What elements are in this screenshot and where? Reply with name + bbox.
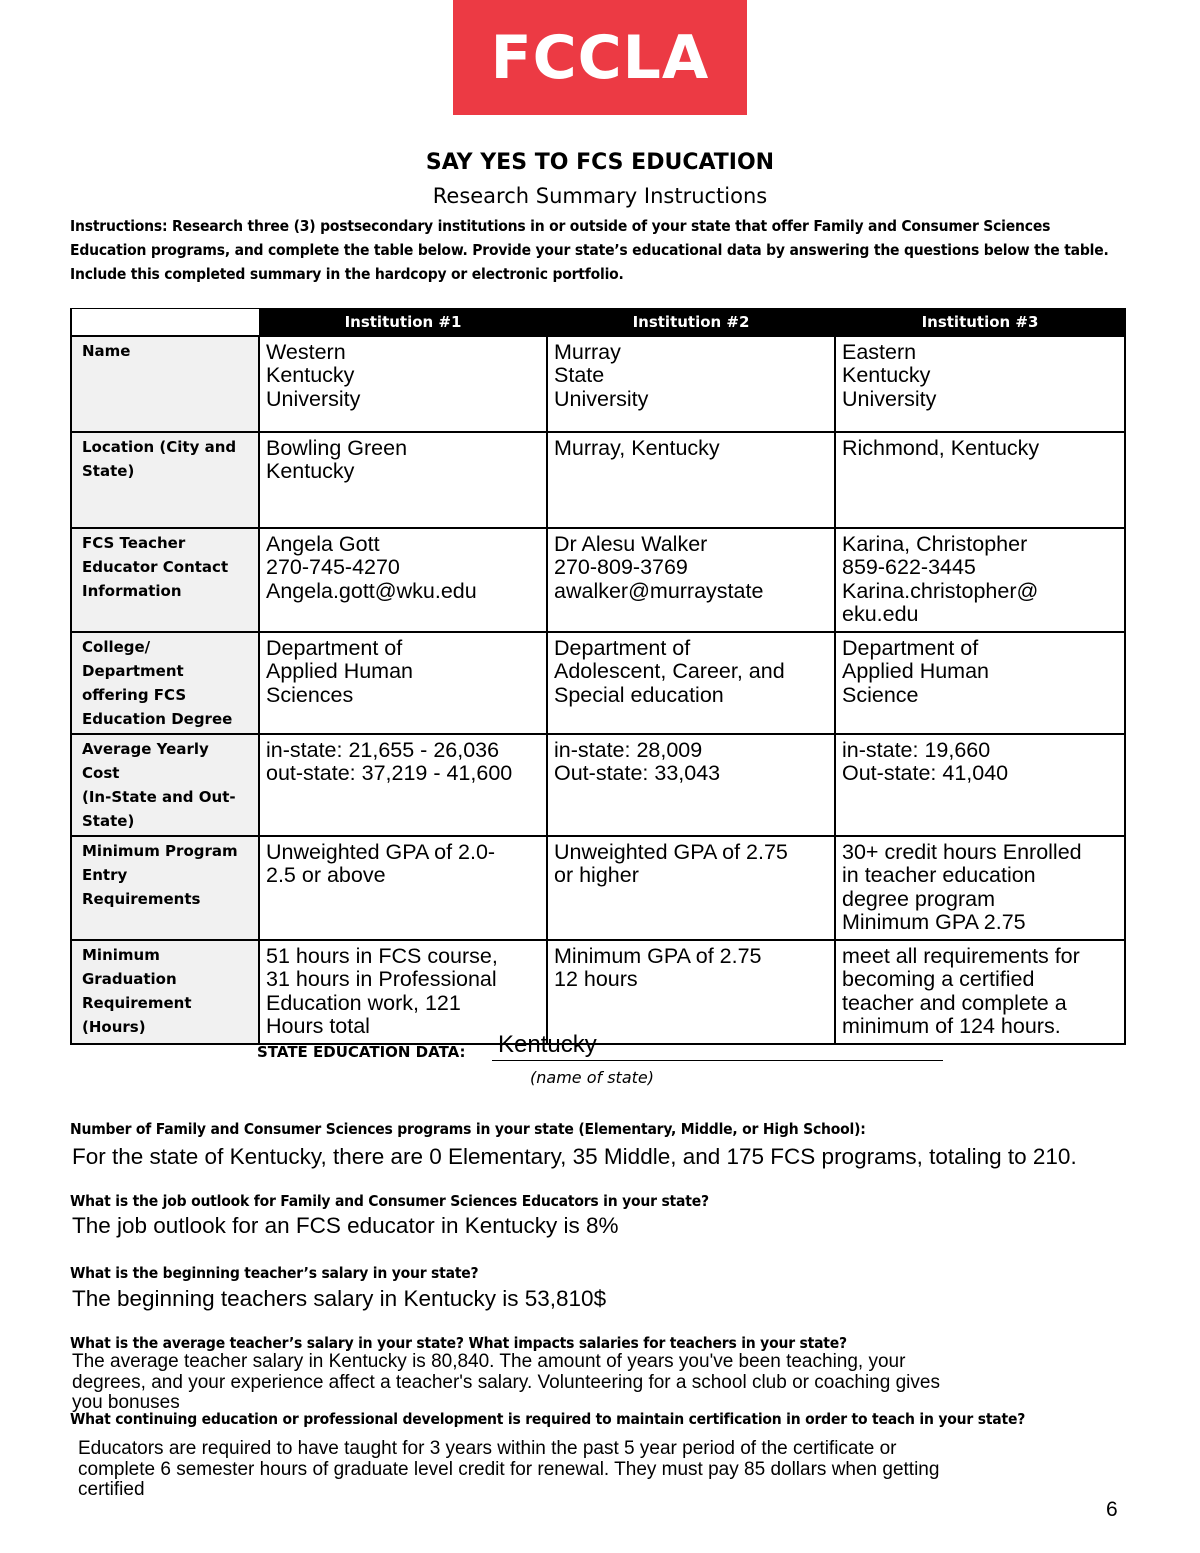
- cell-institution-3[interactable]: [835, 836, 1125, 940]
- answer-line: you bonuses: [72, 1392, 180, 1413]
- row-label-line: Information: [82, 581, 182, 600]
- cell-institution-3[interactable]: [835, 528, 1125, 632]
- cell-line: or higher: [554, 863, 639, 887]
- row-label-line: offering FCS: [82, 685, 187, 704]
- cell-line: Kentucky: [266, 459, 355, 483]
- logo-text: FCCLA: [490, 22, 710, 93]
- table-row-entry-requirements: [71, 836, 1125, 940]
- answer-continuing-education[interactable]: [78, 1439, 1038, 1501]
- cell-institution-3[interactable]: [835, 940, 1125, 1044]
- row-label-line: Graduation: [82, 969, 177, 988]
- question-average-salary: What is the average teacher’s salary in your state? What impacts salaries for teachers in your state?: [70, 1334, 847, 1352]
- cell-line: 2.5 or above: [266, 863, 386, 887]
- table-row-location: [71, 432, 1125, 528]
- cell-line: Applied Human: [266, 659, 414, 683]
- row-label-line: Minimum Program: [82, 841, 238, 860]
- row-label: [71, 528, 259, 632]
- cell-institution-2[interactable]: [547, 940, 835, 1044]
- cell-institution-3[interactable]: [835, 336, 1125, 432]
- cell-line: 270-745-4270: [266, 555, 400, 579]
- cell-line: Out-state: 33,043: [554, 761, 721, 785]
- page-subtitle: Research Summary Instructions: [432, 184, 768, 208]
- table-row-name: [71, 336, 1125, 432]
- page-title: SAY YES TO FCS EDUCATION: [425, 150, 775, 175]
- answer-line: The job outlook for an FCS educator in Kentucky is 8%: [72, 1213, 619, 1238]
- cell-line: out-state: 37,219 - 41,600: [266, 761, 513, 785]
- cell-line: Unweighted GPA of 2.75: [554, 839, 788, 864]
- cell-line: Dr Alesu Walker: [554, 531, 708, 556]
- row-label: [71, 336, 259, 432]
- row-label: [71, 632, 259, 734]
- cell-line: meet all requirements for: [842, 943, 1080, 968]
- cell-line: Out-state: 41,040: [842, 761, 1009, 785]
- cell-institution-2[interactable]: [547, 528, 835, 632]
- cell-institution-2[interactable]: [547, 432, 835, 528]
- cell-line: Minimum GPA of 2.75: [554, 943, 762, 968]
- research-table: [70, 308, 1126, 1045]
- row-label-line: State): [82, 811, 135, 830]
- cell-line: Karina.christopher@: [842, 578, 1039, 603]
- row-label: [71, 734, 259, 836]
- state-hint: (name of state): [530, 1068, 654, 1087]
- table-row-contact: [71, 528, 1125, 632]
- cell-institution-1[interactable]: [259, 836, 547, 940]
- table-row-cost: [71, 734, 1125, 836]
- row-label-line: Department: [82, 661, 184, 680]
- answer-line: The beginning teachers salary in Kentucky is 53,810$: [72, 1286, 607, 1311]
- cell-line: 12 hours: [554, 967, 638, 991]
- cell-line: Unweighted GPA of 2.0-: [266, 839, 496, 864]
- row-label-line: Location (City and: [82, 437, 237, 456]
- row-label: [71, 940, 259, 1044]
- answer-job-outlook[interactable]: [72, 1213, 619, 1239]
- cell-line: in-state: 21,655 - 26,036: [266, 737, 500, 762]
- cell-line: University: [554, 386, 649, 411]
- cell-line: awalker@murraystate: [554, 578, 764, 603]
- cell-line: degree program: [842, 886, 995, 911]
- row-label-line: Educator Contact: [82, 557, 229, 576]
- header-institution-1: Institution #1: [259, 309, 547, 336]
- cell-line: Angela.gott@wku.edu: [266, 578, 477, 603]
- cell-line: Karina, Christopher: [842, 531, 1028, 556]
- row-label-line: Name: [82, 341, 131, 360]
- cell-line: Kentucky: [266, 363, 355, 387]
- cell-institution-3[interactable]: [835, 432, 1125, 528]
- row-label-line: State): [82, 461, 135, 480]
- header-institution-3: Institution #3: [835, 309, 1125, 336]
- cell-line: Applied Human: [842, 659, 990, 683]
- answer-line: Educators are required to have taught for 3 years within the past 5 year period of the certificate or: [78, 1438, 897, 1459]
- answer-line: The average teacher salary in Kentucky is 80,840. The amount of years you've been teaching, your: [72, 1351, 906, 1372]
- cell-line: 859-622-3445: [842, 555, 976, 579]
- cell-line: teacher and complete a: [842, 990, 1067, 1015]
- cell-line: Richmond, Kentucky: [842, 435, 1040, 460]
- cell-line: in-state: 19,660: [842, 737, 991, 762]
- answer-beginning-salary[interactable]: [72, 1286, 606, 1312]
- instructions-text: Instructions: Research three (3) postsecondary institutions in or outside of your state that offer Family and Consumer Sciences Education programs, and complete the table below. Provide your state’s educational data by answering the questions below the table. Include this completed summary in the hardcopy or electronic portfolio.: [70, 217, 1109, 283]
- cell-line: 51 hours in FCS course,: [266, 943, 498, 968]
- cell-institution-2[interactable]: [547, 632, 835, 734]
- page-number: 6: [1106, 1498, 1118, 1521]
- header-corner: [71, 309, 259, 336]
- cell-line: Education work, 121: [266, 990, 461, 1015]
- cell-institution-2[interactable]: [547, 336, 835, 432]
- cell-line: Department of: [554, 635, 691, 660]
- answer-line: complete 6 semester hours of graduate level credit for renewal. They must pay 85 dollars when getting: [78, 1458, 940, 1480]
- row-label-line: Requirement: [82, 993, 192, 1012]
- cell-line: in-state: 28,009: [554, 737, 703, 762]
- cell-line: Eastern: [842, 339, 917, 364]
- cell-line: 31 hours in Professional: [266, 967, 497, 991]
- answer-average-salary[interactable]: [72, 1352, 1032, 1414]
- cell-line: Murray: [554, 339, 621, 364]
- cell-line: 270-809-3769: [554, 555, 688, 579]
- row-label: [71, 432, 259, 528]
- row-label-line: Education Degree: [82, 709, 233, 728]
- row-label-line: Minimum: [82, 945, 160, 964]
- cell-line: Science: [842, 682, 919, 707]
- cell-line: in teacher education: [842, 863, 1036, 887]
- fccla-logo: [453, 0, 1166, 115]
- table-body: [71, 336, 1125, 1044]
- cell-line: 30+ credit hours Enrolled: [842, 839, 1082, 864]
- row-label-line: College/: [82, 637, 151, 656]
- cell-line: becoming a certified: [842, 967, 1035, 991]
- cell-line: Hours total: [266, 1014, 370, 1038]
- question-job-outlook: What is the job outlook for Family and Consumer Sciences Educators in your state?: [70, 1192, 709, 1210]
- cell-line: Bowling Green: [266, 435, 408, 460]
- cell-institution-3[interactable]: [835, 734, 1125, 836]
- row-label: [71, 836, 259, 940]
- cell-institution-1[interactable]: [259, 632, 547, 734]
- row-label-line: Entry Requirements: [82, 865, 201, 908]
- registered-mark: ®: [1159, 74, 1166, 84]
- state-data-label: STATE EDUCATION DATA:: [257, 1043, 466, 1061]
- question-programs: Number of Family and Consumer Sciences programs in your state (Elementary, Middle, or High School):: [70, 1120, 866, 1138]
- table-header-row: [71, 309, 1125, 336]
- cell-line: minimum of 124 hours.: [842, 1014, 1061, 1038]
- cell-line: Western: [266, 339, 346, 364]
- cell-line: University: [266, 386, 361, 411]
- row-label-line: FCS Teacher: [82, 533, 186, 552]
- answer-line: certified: [78, 1479, 145, 1500]
- answer-line: For the state of Kentucky, there are 0 Elementary, 35 Middle, and 175 FCS programs, totaling to 210.: [72, 1144, 1077, 1169]
- cell-institution-1[interactable]: [259, 734, 547, 836]
- cell-line: Department of: [266, 635, 403, 660]
- cell-institution-1[interactable]: [259, 940, 547, 1044]
- cell-line: Special education: [554, 682, 724, 707]
- cell-line: Minimum GPA 2.75: [842, 910, 1026, 934]
- cell-line: Murray, Kentucky: [554, 435, 720, 460]
- state-underline: [492, 1060, 943, 1061]
- cell-line: Angela Gott: [266, 531, 380, 556]
- answer-line: degrees, and your experience affect a teacher's salary. Volunteering for a school club or coaching gives: [72, 1371, 940, 1393]
- question-beginning-salary: What is the beginning teacher’s salary in your state?: [70, 1264, 479, 1282]
- row-label-line: Average Yearly Cost: [82, 739, 209, 782]
- cell-line: State: [554, 363, 605, 387]
- answer-programs[interactable]: [72, 1144, 1077, 1170]
- cell-institution-1[interactable]: [259, 432, 547, 528]
- cell-institution-2[interactable]: [547, 734, 835, 836]
- state-data-value[interactable]: Kentucky: [498, 1031, 597, 1058]
- cell-line: University: [842, 386, 937, 411]
- row-label-line: (Hours): [82, 1017, 146, 1036]
- table-row-graduation-requirement: [71, 940, 1125, 1044]
- cell-institution-3[interactable]: [835, 632, 1125, 734]
- cell-institution-2[interactable]: [547, 836, 835, 940]
- cell-line: Sciences: [266, 682, 354, 707]
- cell-institution-1[interactable]: [259, 336, 547, 432]
- header-institution-2: Institution #2: [547, 309, 835, 336]
- row-label-line: (In-State and Out-: [82, 787, 236, 806]
- cell-line: Adolescent, Career, and: [554, 659, 785, 683]
- cell-line: Department of: [842, 635, 979, 660]
- cell-line: eku.edu: [842, 602, 919, 626]
- table-row-department: [71, 632, 1125, 734]
- question-continuing-education: What continuing education or professional development is required to maintain certification in order to teach in your state?: [70, 1410, 1026, 1428]
- cell-institution-1[interactable]: [259, 528, 547, 632]
- cell-line: Kentucky: [842, 363, 931, 387]
